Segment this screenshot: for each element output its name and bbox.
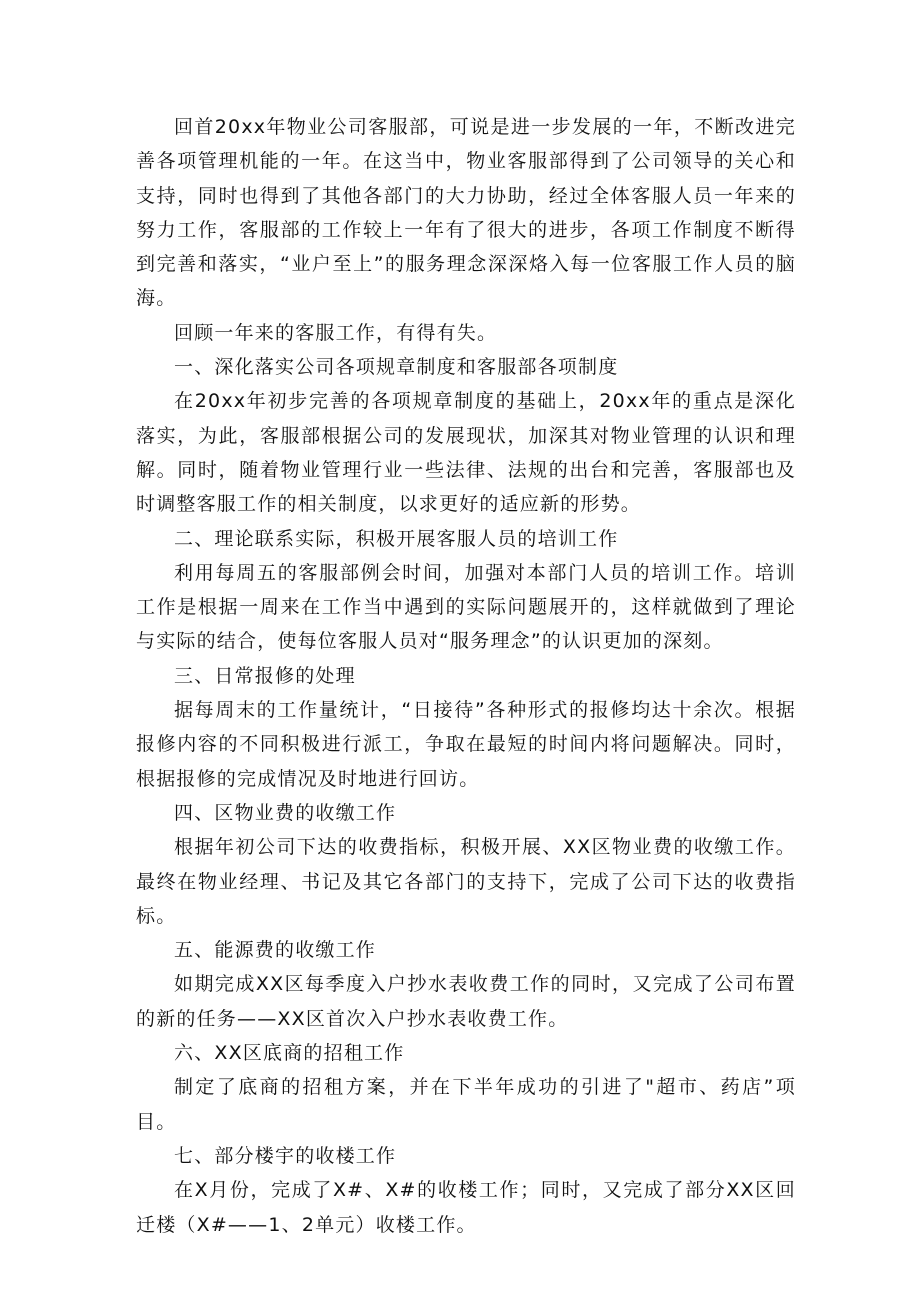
section-heading-2: 二、理论联系实际，积极开展客服人员的培训工作 xyxy=(174,527,619,550)
paragraph-section-2: 利用每周五的客服部例会时间，加强对本部门人员的培训工作。培训工作是根据一周来在工作当中遇到的实际问题展开的，这样就做到了理论与实际的结合，使每位客服人员对“服务理念”的认识更加的深刻。 xyxy=(136,561,796,653)
section-heading-1: 一、深化落实公司各项规章制度和客服部各项制度 xyxy=(174,356,619,379)
section-heading-6: 六、XX区底商的招租工作 xyxy=(174,1042,405,1065)
section-heading-7: 七、部分楼宇的收楼工作 xyxy=(174,1144,397,1167)
paragraph-review: 回顾一年来的客服工作，有得有失。 xyxy=(174,321,498,344)
section-heading-3: 三、日常报修的处理 xyxy=(174,664,356,687)
paragraph-section-7: 在X月份，完成了X#、X#的收楼工作；同时，又完成了部分XX区回迁楼（X#——1、2单元）收楼工作。 xyxy=(136,1179,796,1236)
paragraph-section-1: 在20xx年初步完善的各项规章制度的基础上，20xx年的重点是深化落实，为此，客服部根据公司的发展现状，加深其对物业管理的认识和理解。同时，随着物业管理行业一些法律、法规的出台和完善，客服部也及时调整客服工作的相关制度，以求更好的适应新的形势。 xyxy=(136,390,796,516)
paragraph-section-3: 据每周末的工作量统计，“日接待”各种形式的报修均达十余次。根据报修内容的不同积极进行派工，争取在最短的时间内将问题解决。同时，根据报修的完成情况及时地进行回访。 xyxy=(136,699,796,790)
paragraph-section-6: 制定了底商的招租方案，并在下半年成功的引进了"超市、药店”项目。 xyxy=(136,1076,796,1133)
paragraph-section-5: 如期完成XX区每季度入户抄水表收费工作的同时，又完成了公司布置的新的任务——XX区首次入户抄水表收费工作。 xyxy=(136,973,796,1030)
paragraph-intro: 回首20xx年物业公司客服部，可说是进一步发展的一年，不断改进完善各项管理机能的一年。在这当中，物业客服部得到了公司领导的关心和支持，同时也得到了其他各部门的大力协助，经过全体客服人员一年来的努力工作，客服部的工作较上一年有了很大的进步，各项工作制度不断得到完善和落实，“业户至上”的服务理念深深烙入每一位客服工作人员的脑海。 xyxy=(136,116,796,310)
section-heading-5: 五、能源费的收缴工作 xyxy=(174,939,377,962)
section-heading-4: 四、区物业费的收缴工作 xyxy=(174,801,397,824)
paragraph-section-4: 根据年初公司下达的收费指标，积极开展、XX区物业费的收缴工作。最终在物业经理、书记及其它各部门的支持下，完成了公司下达的收费指标。 xyxy=(136,836,796,927)
